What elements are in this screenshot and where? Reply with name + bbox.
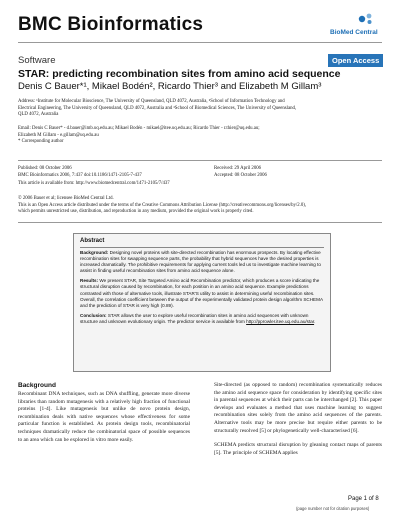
body-column-right bbox=[214, 382, 382, 464]
abstract-conclusion bbox=[80, 313, 324, 325]
affiliation-line: Electrical Engineering, The University of Queensland, QLD 4072, Australia and ³School of Biomedical Sciences, The University of Queensland, bbox=[18, 105, 297, 111]
affiliations bbox=[18, 99, 382, 119]
article-title: STAR: predicting recombination sites from amino acid sequence bbox=[18, 68, 341, 80]
abstract-body bbox=[80, 250, 324, 329]
conclusion-end: . bbox=[314, 318, 316, 324]
background-text: Designing novel proteins with site-directed recombination has enormous prospects. By locating effective recombination sites for swapping sequence parts, the probability that hybrid sequences have the desired properties is increased dramatically. The prohibitive requirements for applying current tools led us to investigate machine learning to assist in finding useful recombination sites from amino acid sequence alone. bbox=[80, 250, 321, 274]
accepted-date: Accepted: 08 October 2006 bbox=[214, 172, 267, 178]
meta-rule bbox=[18, 160, 382, 161]
page-number-note: (page number not for citation purposes) bbox=[296, 506, 370, 511]
abstract-box bbox=[73, 233, 331, 372]
journal-reference: BMC Bioinformatics 2006, 7:437 doi:10.1186/1471-2105-7-437 bbox=[18, 172, 142, 178]
header-rule bbox=[18, 42, 382, 43]
corresponding-note: * Corresponding author bbox=[18, 139, 64, 145]
body-paragraph: SCHEMA predicts structural disruption by gleaning contact maps of parents [5]. The principle of SCHEMA applies bbox=[214, 442, 382, 456]
biomed-central-logo-icon bbox=[357, 12, 375, 26]
publisher-logo bbox=[330, 12, 386, 36]
affiliation-line: QLD 4072, Australia bbox=[18, 112, 59, 118]
body-paragraph: Site-directed (as opposed to random) recombination systematically reduces the amino acid sequence space for consideration by identifying specific sites in parental sequences at which their parts can be interchanged [2]. This paper develops and evaluates a method that uses machine learning to suggest recombination sites solely from the amino acid sequences of the parents. Alternative tools may be more precise but require either parents to be structurally resolved [5] or phylogenetically well-characterised [6]. bbox=[214, 382, 382, 434]
journal-title: BMC Bioinformatics bbox=[18, 14, 204, 35]
logo-text: BioMed Central bbox=[330, 29, 378, 36]
results-label: Results: bbox=[80, 278, 99, 284]
body-column-left bbox=[18, 391, 190, 451]
open-access-badge: Open Access bbox=[328, 54, 383, 67]
body-paragraph: Recombinant DNA techniques, such as DNA shuffling, generate more diverse libraries than random mutagenesis with a relatively high fraction of functional proteins [1-4]. Like mutagenesis but unlike de novo protein design, recombination deals with native sequences whose effectiveness for some particular function is established. As protein design tools, recombinatorial techniques dramatically reduce the combinatorial space of possible sequences to an area which can be explored in vitro more easily. bbox=[18, 391, 190, 443]
conclusion-text: STAR allows the user to explore useful recombination sites in amino acid sequences with unknown structure and unknown evolutionary origin. The predictor service is available from bbox=[80, 312, 309, 324]
abstract-rule bbox=[80, 247, 324, 248]
author-list: Denis C Bauer*¹, Mikael Bodén², Ricardo Thier³ and Elizabeth M Gillam³ bbox=[18, 81, 322, 92]
abstract-results bbox=[80, 278, 324, 308]
emails bbox=[18, 126, 382, 146]
results-text: We present STAR, Site Targeted Amino acid Recombination predictor, which produces a score indicating the structural disruption caused by recombination, for each position in an amino acid sequence. Example predictions contrasted with those of alternative tools, illustrate STAR'S utility to assist in determining useful recombination sites. Overall, the correlation coefficient between the output of the experimentally validated protein design algorithm SCHEMA and the prediction of STAR is very high (0.89). bbox=[80, 278, 323, 308]
article-url[interactable]: This article is available from: http://www.biomedcentral.com/1471-2105/7/437 bbox=[18, 181, 170, 186]
received-date: Received: 29 April 2006 bbox=[214, 166, 262, 171]
license-rule bbox=[18, 222, 382, 223]
email-line[interactable]: Elizabeth M Gillam - e.gillam@uq.edu.au bbox=[18, 132, 99, 138]
abstract-heading: Abstract bbox=[80, 238, 105, 244]
abstract-background bbox=[80, 250, 324, 274]
conclusion-label: Conclusion: bbox=[80, 312, 107, 318]
publication-dates-left bbox=[18, 166, 198, 179]
copyright-line: © 2006 Bauer et al; licensee BioMed Central Ltd. bbox=[18, 196, 114, 201]
predictor-link[interactable]: http://pprowler.itee.uq.edu.au/star bbox=[246, 318, 315, 324]
publication-dates-right bbox=[214, 166, 394, 179]
section-label: Software bbox=[18, 55, 56, 66]
affiliation-line: Address: ¹Institute for Molecular Bioscience, The University of Queensland, QLD 4072, Australia, ²School of Information Technology and bbox=[18, 99, 285, 104]
email-line[interactable]: Email: Denis C Bauer* - d.bauer@imb.uq.edu.au; Mikael Bodén - mikael@itee.uq.edu.au; Ricardo Thier - r.thier@uq.edu.au; bbox=[18, 126, 260, 131]
license-line: which permits unrestricted use, distribution, and reproduction in any medium, provided the original work is properly cited. bbox=[18, 209, 254, 215]
copyright-block bbox=[18, 196, 382, 216]
page-number: Page 1 of 8 bbox=[348, 496, 379, 502]
background-label: Background: bbox=[80, 250, 109, 255]
background-heading: Background bbox=[18, 382, 56, 389]
license-line: This is an Open Access article distributed under the terms of the Creative Commons Attribution License (http://creativecommons.org/licenses/by/2.0), bbox=[18, 202, 307, 208]
published-date: Published: 08 October 2006 bbox=[18, 166, 72, 171]
